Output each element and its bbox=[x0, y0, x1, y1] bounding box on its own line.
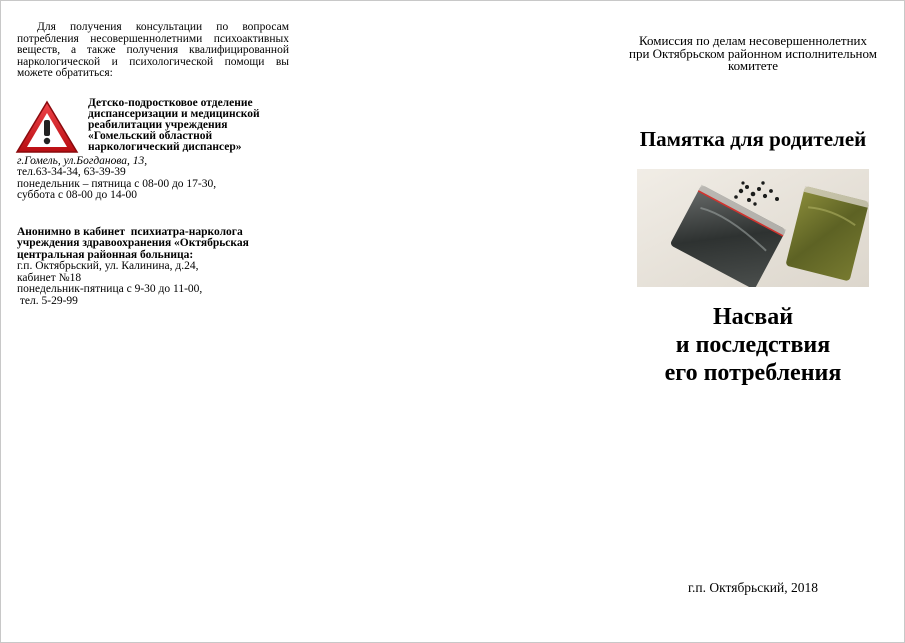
org2-name-line: центральная районная больница: bbox=[17, 248, 194, 261]
nasvay-bags-photo bbox=[637, 169, 869, 287]
org1-block bbox=[17, 98, 289, 156]
org2-name-line: учреждения здравоохранения «Октябрьская bbox=[17, 237, 249, 249]
title-line: его потребления bbox=[664, 360, 842, 386]
org1-name-line: «Гомельский областной bbox=[88, 129, 213, 142]
org1-name-line: Детско-подростковое отделение bbox=[88, 96, 253, 109]
footer-place-year: г.п. Октябрьский, 2018 bbox=[688, 580, 818, 595]
org1-hours-weekdays: понедельник – пятница с 08-00 до 17-30, bbox=[17, 177, 217, 190]
org1-hours-saturday: суббота с 08-00 до 14-00 bbox=[17, 189, 137, 201]
org1-name bbox=[88, 98, 293, 153]
commission-line: при Октябрьском районном исполнительном bbox=[629, 45, 877, 61]
left-panel bbox=[17, 22, 289, 307]
org2-cabinet: кабинет №18 bbox=[17, 271, 82, 284]
commission-line: Комиссия по делам несовершеннолетних bbox=[638, 33, 868, 48]
org2-name-line: Анонимно в кабинет психиатра-нарколога bbox=[17, 225, 243, 238]
org1-address: г.Гомель, ул.Богданова, 13, bbox=[17, 154, 148, 167]
org2-address: г.п. Октябрьский, ул. Калинина, д.24, bbox=[17, 260, 199, 272]
commission-header bbox=[612, 35, 894, 73]
org2-phone: тел. 5-29-99 bbox=[17, 294, 78, 307]
title-line: Насвай bbox=[712, 304, 794, 330]
org2-block bbox=[17, 227, 289, 308]
warning-triangle-icon bbox=[15, 100, 79, 154]
brochure-title bbox=[612, 303, 894, 387]
org1-name-line: диспансеризации и медицинской bbox=[88, 107, 260, 120]
org1-phones: тел.63-34-34, 63-39-39 bbox=[17, 166, 126, 178]
title-line: и последствия bbox=[675, 332, 831, 358]
memo-heading: Памятка для родителей bbox=[639, 127, 867, 151]
commission-line: комитете bbox=[728, 58, 778, 73]
org1-contacts bbox=[17, 156, 289, 202]
org2-hours: понедельник-пятница с 9-30 до 11-00, bbox=[17, 283, 203, 295]
org1-name-line: реабилитации учреждения bbox=[88, 118, 228, 131]
org1-name-line: наркологический диспансер» bbox=[88, 140, 242, 153]
intro-text: Для получения консультации по вопросам потребления несовершеннолетними психоактивных веществ, а также получения квалифицированной наркологической и психологической помощи вы можете обратиться: bbox=[17, 21, 289, 79]
